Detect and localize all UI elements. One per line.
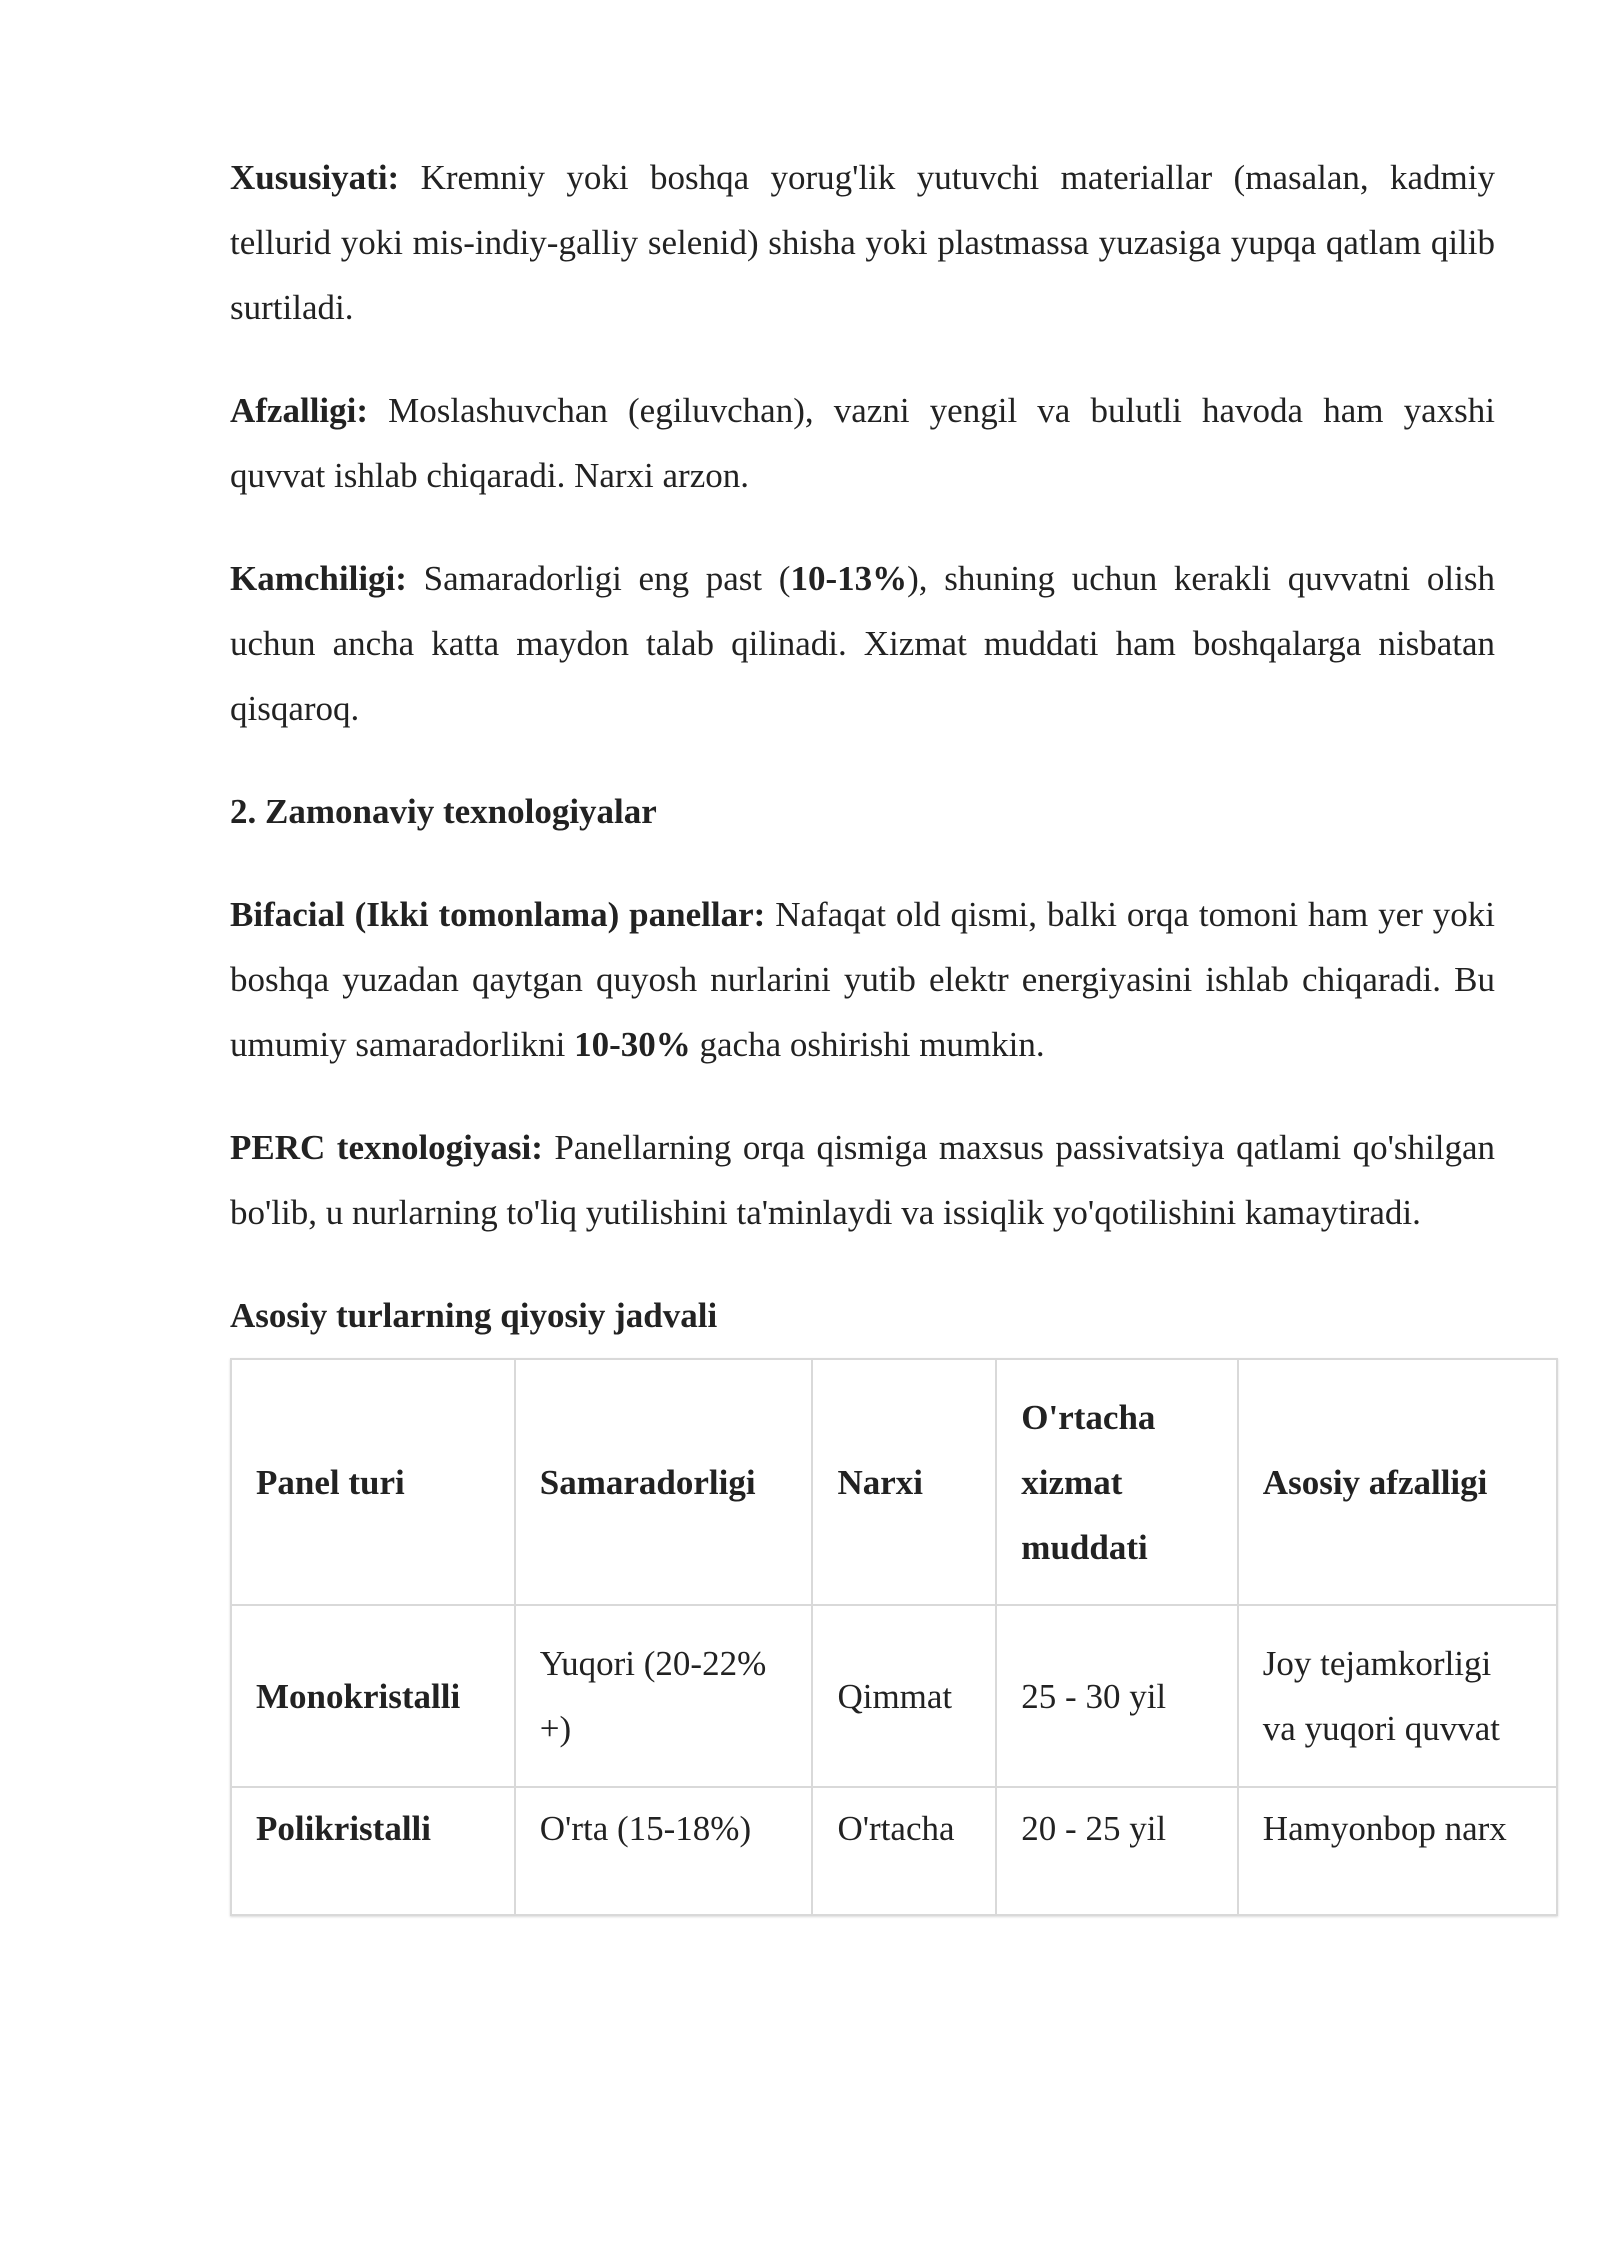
table-row [231, 1787, 1557, 1915]
label-perc: PERC texnologiyasi: [230, 1128, 543, 1167]
table-cell-price: Qimmat [812, 1605, 996, 1787]
table-cell-panel-type: Polikristalli [231, 1787, 515, 1915]
table-cell-price: O'rtacha [812, 1787, 996, 1915]
table-cell-lifetime: 25 - 30 yil [996, 1605, 1238, 1787]
label-xususiyati: Xususiyati: [230, 158, 400, 197]
table-cell-advantage: Hamyonbop narx [1238, 1787, 1557, 1915]
label-kamchiligi: Kamchiligi: [230, 559, 407, 598]
text-xususiyati: Kremniy yoki boshqa yorug'lik yutuvchi materiallar (masalan, kadmiy tellurid yoki mis-indiy-galliy selenid) shisha yoki plastmassa yuzasiga yupqa qatlam qilib surtiladi. [230, 158, 1495, 327]
table-cell-panel-type: Monokristalli [231, 1605, 515, 1787]
comparison-table [230, 1358, 1558, 1916]
section-heading: 2. Zamonaviy texnologiyalar [230, 792, 657, 831]
table-cell-advantage: Joy tejamkorligi va yuqori quvvat [1238, 1605, 1557, 1787]
table-cell-lifetime: 20 - 25 yil [996, 1787, 1238, 1915]
table-cell-efficiency: Yuqori (20-22% +) [515, 1605, 813, 1787]
value-bifacial-gain: 10-30% [574, 1025, 691, 1064]
paragraph-afzalligi [230, 378, 1495, 508]
column-header-samaradorligi: Samaradorligi [515, 1359, 813, 1605]
label-afzalligi: Afzalligi: [230, 391, 369, 430]
column-header-xizmat-muddati: O'rtacha xizmat muddati [996, 1359, 1238, 1605]
column-header-asosiy-afzalligi: Asosiy afzalligi [1238, 1359, 1557, 1605]
text-perc: Panellarning orqa qismiga maxsus passivatsiya qatlami qo'shilgan bo'lib, u nurlarning to'liq yutilishini ta'minlaydi va issiqlik yo'qotilishini kamaytiradi. [230, 1128, 1495, 1232]
paragraph-xususiyati [230, 145, 1495, 340]
table-header-row [231, 1359, 1557, 1605]
text-bifacial-after: gacha oshirishi mumkin. [690, 1025, 1045, 1064]
paragraph-bifacial [230, 882, 1495, 1077]
text-afzalligi: Moslashuvchan (egiluvchan), vazni yengil va bulutli havoda ham yaxshi quvvat ishlab chiqaradi. Narxi arzon. [230, 391, 1495, 495]
paragraph-kamchiligi [230, 546, 1495, 741]
column-header-panel-turi: Panel turi [231, 1359, 515, 1605]
paragraph-perc [230, 1115, 1495, 1245]
text-kamchiligi-before: Samaradorligi eng past ( [406, 559, 791, 598]
column-header-narxi: Narxi [812, 1359, 996, 1605]
table-title: Asosiy turlarning qiyosiy jadvali [230, 1296, 718, 1335]
table-cell-efficiency: O'rta (15-18%) [515, 1787, 813, 1915]
text-kamchiligi-after: ), shuning uchun kerakli quvvatni olish uchun ancha katta maydon talab qilinadi. Xizmat muddati ham boshqalarga nisbatan qisqaroq. [230, 559, 1495, 728]
document-page [230, 145, 1507, 1916]
value-kamchiligi-efficiency: 10-13% [790, 559, 908, 598]
text-bifacial-before: Nafaqat old qismi, balki orqa tomoni ham yer yoki boshqa yuzadan qaytgan quyosh nurlarini yutib elektr energiyasini ishlab chiqaradi. Bu umumiy samaradorlikni [230, 895, 1495, 1064]
table-row [231, 1605, 1557, 1787]
label-bifacial: Bifacial (Ikki tomonlama) panellar: [230, 895, 766, 934]
